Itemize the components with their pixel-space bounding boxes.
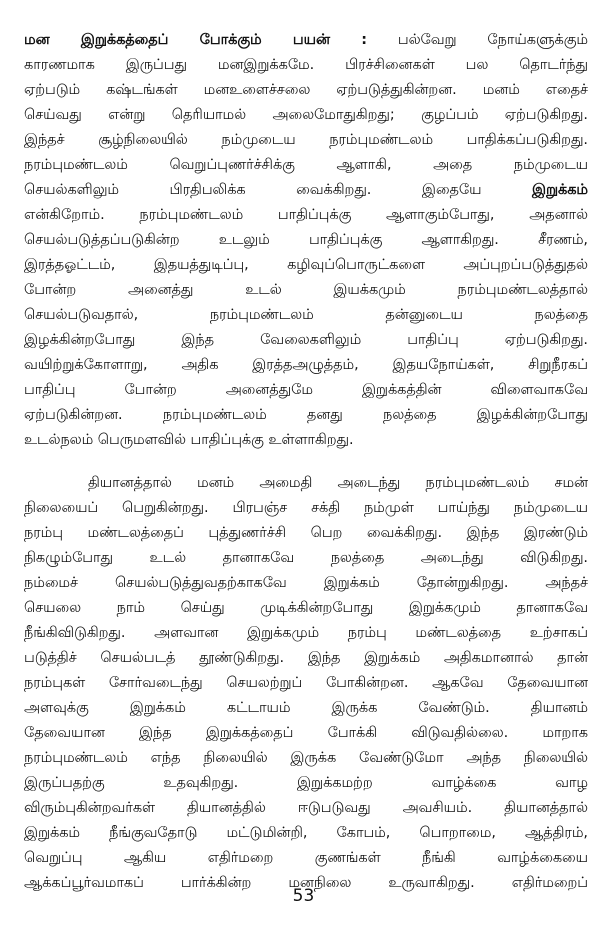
text-line: அளவுக்கு இறுக்கம் கட்டாயம் இருக்க வேண்டும். தியானம்	[24, 700, 588, 716]
paragraph-stress-relief	[24, 28, 588, 453]
section-heading: மன இறுக்கத்தைப் போக்கும் பயன் :	[24, 32, 367, 48]
text-line: படுத்திச் செயல்படத் தூண்டுகிறது. இந்த இறுக்கம் அதிகமானால் தான்	[24, 650, 588, 666]
text-line: விரும்புகின்றவர்கள் தியானத்தில் ஈடுபடுவது அவசியம். தியானத்தால்	[24, 800, 588, 816]
line-text: செயல்களிலும் பிரதிபலிக்க வைக்கிறது. இதையே	[24, 182, 482, 198]
text-line	[24, 178, 588, 203]
text-line: வெறுப்பு ஆகிய எதிர்மறை குணங்கள் நீங்கி வாழ்க்கையை	[24, 850, 588, 866]
text-line: உடல்நலம் பெருமளவில் பாதிப்புக்கு உள்ளாகிறது.	[24, 432, 354, 448]
text-line: நிகழும்போது உடல் தானாகவே நலத்தை அடைந்து விடுகிறது.	[24, 550, 588, 566]
text-line: நரம்புகள் சோர்வடைந்து செயலற்றுப் போகின்றன. ஆகவே தேவையான	[24, 675, 588, 691]
text-line: ஏற்படுகின்றன. நரம்புமண்டலம் தனது நலத்தை இழக்கின்றபோது	[24, 407, 588, 423]
text-line: ஆக்கப்பூர்வமாகப் பார்க்கின்ற மனநிலை உருவாகிறது. எதிர்மறைப்	[24, 875, 588, 891]
paragraph-gap	[24, 453, 588, 471]
text-line: தேவையான இந்த இறுக்கத்தைப் போக்கி விடுவதில்லை. மாறாக	[24, 725, 588, 741]
page-body	[24, 28, 588, 896]
text-line: இழக்கின்றபோது இந்த வேலைகளிலும் பாதிப்பு ஏற்படுகிறது.	[24, 332, 588, 348]
text-line: தியானத்தால் மனம் அமைதி அடைந்து நரம்புமண்டலம் சமன்	[88, 475, 588, 491]
text-line: நிலையைப் பெறுகின்றது. பிரபஞ்ச சக்தி நம்முள் பாய்ந்து நம்முடைய	[24, 500, 588, 516]
paragraph-meditation	[24, 471, 588, 896]
text-line: செய்வது என்று தெரியாமல் அலைமோதுகிறது; குழப்பம் ஏற்படுகிறது.	[24, 107, 588, 123]
text-line: காரணமாக இருப்பது மனஇறுக்கமே. பிரச்சினைகள் பல தொடர்ந்து	[24, 57, 588, 73]
text-line: செயல்படுவதால், நரம்புமண்டலம் தன்னுடைய நலத்தை	[24, 307, 588, 323]
text-line: பாதிப்பு போன்ற அனைத்துமே இறுக்கத்தின் விளைவாகவே	[24, 382, 588, 398]
text-line: இரத்தஓட்டம், இதயத்துடிப்பு, கழிவுப்பொருட்களை அப்புறப்படுத்துதல்	[24, 257, 588, 273]
text-line: ஏற்படும் கஷ்டங்கள் மனஉளைச்சலை ஏற்படுத்துகின்றன. மனம் எதைச்	[24, 82, 588, 98]
text-line: போன்ற அனைத்து உடல் இயக்கமும் நரம்புமண்டலத்தால்	[24, 282, 588, 298]
text-line: செயல்படுத்தப்படுகின்ற உடலும் பாதிப்புக்கு ஆளாகிறது. சீரணம்,	[24, 232, 588, 248]
text-line: என்கிறோம். நரம்புமண்டலம் பாதிப்புக்கு ஆளாகும்போது, அதனால்	[24, 207, 588, 223]
text-line: நரம்புமண்டலம் வெறுப்புணர்ச்சிக்கு ஆளாகி, அதை நம்முடைய	[24, 157, 588, 173]
text-line: வயிற்றுக்கோளாறு, அதிக இரத்தஅழுத்தம், இதயநோய்கள், சிறுநீரகப்	[24, 357, 588, 373]
text-line: செயலை நாம் செய்து முடிக்கின்றபோது இறுக்கமும் தானாகவே	[24, 600, 588, 616]
line-text: பல்வேறு நோய்களுக்கும்	[397, 32, 588, 48]
text-line: இருப்பதற்கு உதவுகிறது. இறுக்கமற்ற வாழ்க்கை வாழ	[24, 775, 588, 791]
text-line: நரம்புமண்டலம் எந்த நிலையில் இருக்க வேண்டுமோ அந்த நிலையில்	[24, 750, 588, 766]
text-line: இறுக்கம் நீங்குவதோடு மட்டுமின்றி, கோபம், பொறாமை, ஆத்திரம்,	[24, 825, 588, 841]
text-line: நீங்கிவிடுகிறது. அளவான இறுக்கமும் நரம்பு மண்டலத்தை உற்சாகப்	[24, 625, 588, 641]
text-line: நம்மைச் செயல்படுத்துவதற்காகவே இறுக்கம் தோன்றுகிறது. அந்தச்	[24, 575, 588, 591]
text-line: நரம்பு மண்டலத்தைப் புத்துணர்ச்சி பெற வைக்கிறது. இந்த இரண்டும்	[24, 525, 588, 541]
text-line: இந்தச் சூழ்நிலையில் நம்முடைய நரம்புமண்டலம் பாதிக்கப்படுகிறது.	[24, 132, 588, 148]
page-number: 53	[292, 886, 315, 906]
bold-term: இறுக்கம்	[531, 182, 588, 198]
text-line	[24, 28, 588, 53]
